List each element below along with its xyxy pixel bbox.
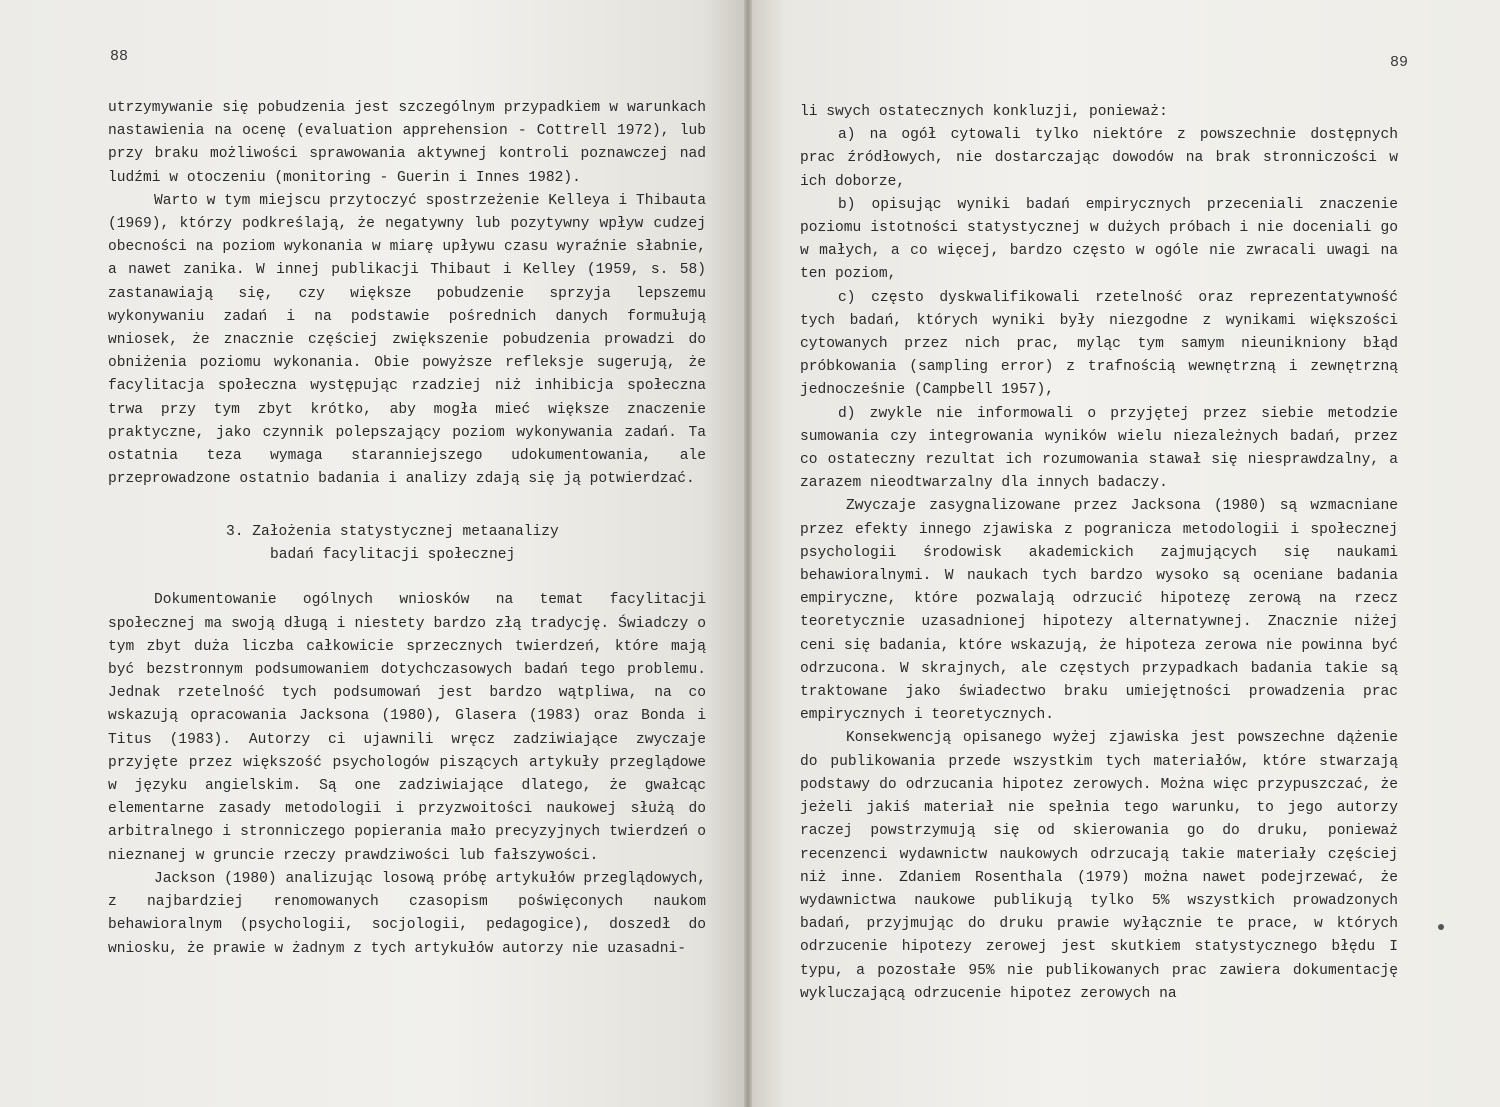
left-paragraph-3: Dokumentowanie ogólnych wniosków na temat facylitacji społecznej ma swoją długą i niestety bardzo złą tradycję. Świadczy o tym zbyt duża liczba całkowicie sprzecznych twierdzeń, które mają być bezstronnym podsumowaniem dotychczasowych badań tego problemu. Jednak rzetelność tych podsumowań jest bardzo wątpliwa, na co wskazują opracowania Jacksona (1980), Glasera (1983) oraz Bonda i Titus (1983). Autorzy ci ujawnili wręcz zadziwiające zwyczaje przyjęte przez większość psychologów piszących artykuły przeglądowe w języku angielskim. Są one zadziwiające dlatego, że gwałcąc elementarne zasady metodologii i przyzwoitości naukowej służą do arbitralnego i stronniczego popierania mało precyzyjnych twierdzeń o nieznanej w gruncie rzeczy prawdziwości lub fałszywości. (108, 592, 706, 864)
section-heading-line-2: badań facylitacji społecznej (270, 547, 516, 564)
list-item-a: a) na ogół cytowali tylko niektóre z powszechnie dostępnych prac źródłowych, nie dostarczając dowodów na brak stronniczości w ich doborze, (800, 127, 1398, 190)
book-gutter (744, 0, 752, 1107)
page-number-right: 89 (1389, 54, 1408, 71)
right-paragraph-2: Zwyczaje zasygnalizowane przez Jacksona (1980) są wzmacniane przez efekty innego zjawiska z pogranicza metodologii i społecznej psychologii środowisk akademickich zajmujących się naukami behawioralnymi. W naukach tych bardzo wysoko są oceniane badania empiryczne, które pozwalają odrzucić hipotezę zerową na rzecz teoretycznie uzasadnionej hipotezy alternatywnej. Znacznie niżej ceni się badania, które wskazują, że hipoteza zerowa nie powinna być odrzucona. W skrajnych, ale częstych przypadkach badania takie są traktowane jako świadectwo braku umiejętności prowadzenia prac empirycznych i teoretycznych. (800, 498, 1398, 724)
list-item-d: d) zwykle nie informowali o przyjętej przez siebie metodzie sumowania czy integrowania wyników wielu niezależnych badań, przez co ostateczny rezultat ich rozumowania stawał się niesprawdzalny, a zarazem nieodtwarzalny dla innych badaczy. (800, 405, 1398, 492)
left-page-text (108, 97, 706, 961)
page-number-left: 88 (110, 48, 129, 65)
list-item-c: c) często dyskwalifikowali rzetelność oraz reprezentatywność tych badań, których wyniki były niezgodne z wynikami większości cytowanych przez nich prac, myląc tym samym nieunikniony błąd próbkowania (sampling error) z trafnością wewnętrzną i zewnętrzną jednocześnie (Campbell 1957), (800, 289, 1398, 399)
right-paragraph-1: li swych ostatecznych konkluzji, ponieważ: (800, 104, 1168, 120)
ink-speck (1438, 924, 1444, 930)
left-paragraph-1: utrzymywanie się pobudzenia jest szczególnym przypadkiem w warunkach nastawienia na ocenę (evaluation apprehension - Cottrell 1972), lub przy braku możliwości sprawowania aktywnej kontroli poznawczej nad ludźmi w otoczeniu (monitoring - Guerin i Innes 1982). (108, 100, 706, 186)
right-paragraph-3: Konsekwencją opisanego wyżej zjawiska jest powszechne dążenie do publikowania przede wszystkim tych materiałów, które stwarzają podstawy do odrzucania hipotez zerowych. Można więc przypuszczać, że jeżeli jakiś materiał nie spełnia tego warunku, to jego autorzy raczej powstrzymują się od skierowania go do druku, ponieważ recenzenci wydawnictw naukowych odrzucają takie materiały częściej niż inne. Zdaniem Rosenthala (1979) można nawet podejrzewać, że wydawnictwa naukowe publikują tylko 5% wszystkich prowadzonych badań, przyjmując do druku prawie wyłącznie te prace, w których odrzucenie hipotezy zerowej jest skutkiem statystycznego błędu I typu, a pozostałe 95% nie publikowanych prac zawiera dokumentację wykluczającą odrzucenie hipotez zerowych na (800, 730, 1398, 1002)
right-page-text (800, 101, 1398, 1006)
left-page (0, 0, 748, 1107)
right-page (748, 0, 1500, 1107)
list-item-b: b) opisując wyniki badań empirycznych przeceniali znaczenie poziomu istotności statystycznej w dużych próbach i nie doceniali go w małych, a co więcej, bardzo często w ogóle nie zwracali uwagi na ten poziom, (800, 196, 1398, 283)
section-heading (108, 521, 706, 567)
left-paragraph-4: Jackson (1980) analizując losową próbę artykułów przeglądowych, z najbardziej renomowanych czasopism poświęconych naukom behawioralnym (psychologii, socjologii, pedagogice), doszedł do wniosku, że prawie w żadnym z tych artykułów autorzy nie uzasadni- (108, 870, 706, 957)
left-paragraph-2: Warto w tym miejscu przytoczyć spostrzeżenie Kelleya i Thibauta (1969), którzy podkreślają, że negatywny lub pozytywny wpływ cudzej obecności na poziom wykonania w miarę upływu czasu wyraźnie słabnie, a nawet zanika. W innej publikacji Thibaut i Kelley (1959, s. 58) zastanawiają się, czy większe pobudzenie sprzyja lepszemu wykonywaniu zadań i na podstawie pośrednich danych formułują wniosek, że znacznie częściej zwiększenie pobudzenia prowadzi do obniżenia poziomu wykonania. Obie powyższe refleksje sugerują, że facylitacja społeczna występując rzadziej niż inhibicja społeczna trwa przy tym zbyt krótko, aby mogła mieć większe znaczenie praktyczne, jako czynnik polepszający poziom wykonywania zadań. Ta ostatnia teza wymaga staranniejszego udokumentowania, ale przeprowadzone ostatnio badania i analizy zdają się ją potwierdzać. (108, 192, 706, 488)
section-heading-line-1: 3. Założenia statystycznej metaanalizy (226, 524, 559, 541)
